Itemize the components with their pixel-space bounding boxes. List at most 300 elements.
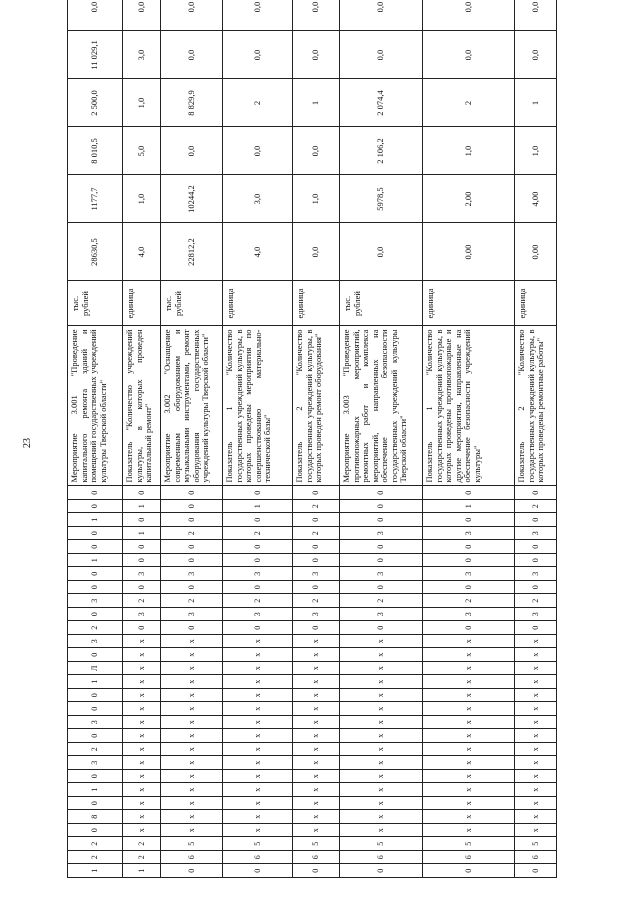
- code-cell: 0: [123, 486, 161, 500]
- code-cell: 2: [223, 594, 293, 608]
- code-cell: x: [340, 810, 423, 824]
- code-cell: 0: [161, 500, 223, 514]
- value-cell: 0,0: [293, 0, 340, 31]
- code-cell: 0: [340, 513, 423, 527]
- value-cell: 0,0: [293, 127, 340, 175]
- code-cell: 3: [223, 608, 293, 622]
- code-cell: x: [293, 675, 340, 689]
- code-cell: 5: [161, 837, 223, 851]
- code-cell: x: [123, 689, 161, 703]
- code-cell: 0: [161, 621, 223, 635]
- value-cell: 8 010,5: [68, 127, 123, 175]
- code-cell: 2: [161, 527, 223, 541]
- rotated-table-wrapper: [67, 1, 607, 878]
- code-cell: x: [293, 783, 340, 797]
- code-cell: 0: [423, 554, 515, 568]
- value-cell: 2,00: [423, 175, 515, 223]
- code-cell: 1: [423, 500, 515, 514]
- code-cell: 6: [340, 851, 423, 865]
- code-cell: 0: [161, 540, 223, 554]
- code-cell: 0: [223, 513, 293, 527]
- code-cell: x: [161, 810, 223, 824]
- code-cell: x: [423, 810, 515, 824]
- code-cell: 1: [68, 864, 123, 878]
- code-cell: x: [161, 716, 223, 730]
- value-cell: 0,0: [340, 0, 423, 31]
- item-name-cell: Показатель 1 "Количество государственных учреждений культуры, в которых проведены мероприятия по совершенствованию материально-технической базы": [223, 326, 293, 486]
- value-cell: 0,00: [423, 223, 515, 281]
- value-cell: 1,0: [515, 127, 557, 175]
- value-cell: 1177,7: [68, 175, 123, 223]
- value-cell: 0,0: [223, 127, 293, 175]
- code-cell: 0: [68, 581, 123, 595]
- code-cell: 1: [68, 554, 123, 568]
- code-cell: 0: [340, 500, 423, 514]
- value-cell: 1,0: [423, 127, 515, 175]
- value-cell: 0,0: [293, 31, 340, 79]
- value-cell: 2 500,0: [68, 79, 123, 127]
- code-cell: 0: [68, 770, 123, 784]
- code-cell: x: [123, 770, 161, 784]
- code-cell: 0: [223, 621, 293, 635]
- value-cell: 0,0: [161, 127, 223, 175]
- unit-cell: единица: [223, 281, 293, 326]
- code-cell: x: [161, 797, 223, 811]
- code-cell: x: [423, 702, 515, 716]
- code-cell: x: [293, 702, 340, 716]
- code-cell: x: [515, 648, 557, 662]
- table-row: [423, 0, 515, 878]
- code-cell: x: [223, 770, 293, 784]
- code-cell: 0: [161, 581, 223, 595]
- code-cell: x: [161, 770, 223, 784]
- code-cell: x: [423, 729, 515, 743]
- code-cell: x: [340, 662, 423, 676]
- table-row: [161, 0, 223, 878]
- code-cell: x: [123, 783, 161, 797]
- code-cell: 0: [68, 486, 123, 500]
- code-cell: 8: [68, 810, 123, 824]
- code-cell: x: [423, 770, 515, 784]
- unit-cell: единица: [423, 281, 515, 326]
- code-cell: x: [123, 662, 161, 676]
- code-cell: 0: [123, 540, 161, 554]
- value-cell: 0,0: [123, 0, 161, 31]
- code-cell: x: [223, 756, 293, 770]
- table-row: [223, 0, 293, 878]
- code-cell: x: [340, 824, 423, 838]
- table-row: [123, 0, 161, 878]
- code-cell: x: [161, 702, 223, 716]
- code-cell: 6: [423, 851, 515, 865]
- code-cell: 3: [68, 594, 123, 608]
- code-cell: x: [123, 648, 161, 662]
- code-cell: 0: [161, 864, 223, 878]
- code-cell: 0: [340, 540, 423, 554]
- value-cell: 0,0: [515, 0, 557, 31]
- code-cell: 3: [68, 635, 123, 649]
- value-cell: 2 074,4: [340, 79, 423, 127]
- code-cell: x: [515, 756, 557, 770]
- code-cell: x: [161, 756, 223, 770]
- code-cell: x: [423, 756, 515, 770]
- code-cell: 2: [68, 851, 123, 865]
- code-cell: 0: [293, 486, 340, 500]
- code-cell: 2: [515, 500, 557, 514]
- code-cell: x: [123, 702, 161, 716]
- code-cell: 0: [68, 527, 123, 541]
- code-cell: x: [223, 675, 293, 689]
- code-cell: x: [515, 729, 557, 743]
- code-cell: x: [161, 689, 223, 703]
- code-cell: x: [161, 635, 223, 649]
- code-cell: x: [223, 716, 293, 730]
- code-cell: x: [340, 635, 423, 649]
- code-cell: 2: [123, 594, 161, 608]
- code-cell: x: [223, 810, 293, 824]
- value-cell: 28630,5: [68, 223, 123, 281]
- unit-cell: тыс. рублей: [161, 281, 223, 326]
- code-cell: 0: [223, 540, 293, 554]
- code-cell: x: [223, 689, 293, 703]
- code-cell: 3: [515, 567, 557, 581]
- code-cell: x: [515, 716, 557, 730]
- value-cell: 5978,5: [340, 175, 423, 223]
- code-cell: x: [340, 716, 423, 730]
- code-cell: x: [293, 810, 340, 824]
- code-cell: 0: [423, 581, 515, 595]
- code-cell: x: [515, 702, 557, 716]
- code-cell: 1: [68, 783, 123, 797]
- code-cell: 6: [223, 851, 293, 865]
- code-cell: x: [293, 770, 340, 784]
- code-cell: Л: [68, 662, 123, 676]
- code-cell: 0: [123, 581, 161, 595]
- code-cell: 0: [293, 540, 340, 554]
- item-name-cell: Показатель 2 "Количество государственных учреждений культуры, в которых проведены ремонтные работы": [515, 326, 557, 486]
- value-cell: 0,0: [340, 223, 423, 281]
- code-cell: x: [293, 635, 340, 649]
- code-cell: 3: [123, 608, 161, 622]
- code-cell: 3: [423, 567, 515, 581]
- code-cell: x: [423, 635, 515, 649]
- code-cell: x: [423, 675, 515, 689]
- code-cell: 0: [68, 729, 123, 743]
- code-cell: 0: [161, 554, 223, 568]
- code-cell: 0: [68, 797, 123, 811]
- value-cell: 8 829,9: [161, 79, 223, 127]
- code-cell: x: [515, 770, 557, 784]
- code-cell: 3: [293, 567, 340, 581]
- code-cell: x: [340, 797, 423, 811]
- code-cell: 0: [223, 864, 293, 878]
- code-cell: 0: [293, 554, 340, 568]
- code-cell: x: [515, 635, 557, 649]
- code-cell: 0: [515, 864, 557, 878]
- value-cell: 3,0: [223, 175, 293, 223]
- code-cell: 3: [293, 608, 340, 622]
- value-cell: 4,0: [223, 223, 293, 281]
- code-cell: x: [161, 648, 223, 662]
- code-cell: 6: [515, 851, 557, 865]
- code-cell: x: [293, 716, 340, 730]
- unit-cell: единица: [515, 281, 557, 326]
- code-cell: 6: [161, 851, 223, 865]
- code-cell: 3: [340, 567, 423, 581]
- value-cell: 0,0: [68, 0, 123, 31]
- code-cell: 3: [423, 608, 515, 622]
- code-cell: 0: [340, 581, 423, 595]
- code-cell: 5: [223, 837, 293, 851]
- code-cell: 0: [293, 581, 340, 595]
- value-cell: 1: [293, 79, 340, 127]
- code-cell: x: [161, 783, 223, 797]
- code-cell: 0: [423, 513, 515, 527]
- code-cell: 1: [123, 500, 161, 514]
- code-cell: 0: [293, 513, 340, 527]
- code-cell: 2: [161, 594, 223, 608]
- code-cell: x: [223, 729, 293, 743]
- code-cell: x: [340, 783, 423, 797]
- unit-cell: единица: [123, 281, 161, 326]
- code-cell: x: [161, 662, 223, 676]
- code-cell: 1: [68, 675, 123, 689]
- code-cell: x: [293, 756, 340, 770]
- code-cell: 2: [68, 743, 123, 757]
- value-cell: 0,0: [223, 0, 293, 31]
- code-cell: 3: [515, 527, 557, 541]
- code-cell: x: [515, 689, 557, 703]
- code-cell: 0: [340, 486, 423, 500]
- code-cell: 0: [423, 540, 515, 554]
- code-cell: x: [161, 743, 223, 757]
- code-cell: 2: [223, 527, 293, 541]
- value-cell: 0,0: [161, 0, 223, 31]
- code-cell: x: [123, 675, 161, 689]
- code-cell: 0: [223, 486, 293, 500]
- code-cell: x: [515, 675, 557, 689]
- code-cell: 2: [293, 527, 340, 541]
- code-cell: 1: [123, 527, 161, 541]
- code-cell: x: [123, 729, 161, 743]
- code-cell: 0: [68, 648, 123, 662]
- code-cell: x: [123, 810, 161, 824]
- value-cell: 0,0: [515, 31, 557, 79]
- code-cell: 5: [515, 837, 557, 851]
- code-cell: 2: [293, 594, 340, 608]
- code-cell: x: [515, 743, 557, 757]
- code-cell: x: [340, 756, 423, 770]
- code-cell: x: [223, 635, 293, 649]
- code-cell: x: [123, 756, 161, 770]
- code-cell: 0: [293, 864, 340, 878]
- table-row: [340, 0, 423, 878]
- value-cell: 2 106,2: [340, 127, 423, 175]
- code-cell: x: [161, 729, 223, 743]
- code-cell: 0: [515, 581, 557, 595]
- code-cell: 2: [423, 594, 515, 608]
- code-cell: 0: [68, 689, 123, 703]
- value-cell: 0,0: [423, 31, 515, 79]
- code-cell: 0: [293, 621, 340, 635]
- code-cell: 0: [68, 500, 123, 514]
- code-cell: x: [123, 824, 161, 838]
- code-cell: 3: [423, 527, 515, 541]
- item-name-cell: Мероприятие 3.002 "Оснащение современным оборудованием и музыкальными инструментами, ремонт оборудования государственных учреждений культуры Тверской области": [161, 326, 223, 486]
- code-cell: 3: [515, 608, 557, 622]
- value-cell: 2: [423, 79, 515, 127]
- code-cell: 0: [515, 513, 557, 527]
- code-cell: x: [223, 662, 293, 676]
- value-cell: 4,0: [123, 223, 161, 281]
- code-cell: 3: [340, 527, 423, 541]
- code-cell: 0: [515, 486, 557, 500]
- code-cell: x: [223, 783, 293, 797]
- value-cell: 1,0: [123, 175, 161, 223]
- code-cell: 0: [68, 608, 123, 622]
- code-cell: x: [293, 797, 340, 811]
- page-number: 23: [22, 438, 33, 448]
- code-cell: 0: [123, 621, 161, 635]
- code-cell: x: [423, 716, 515, 730]
- code-cell: 0: [340, 554, 423, 568]
- code-cell: x: [515, 810, 557, 824]
- table-row: [68, 0, 123, 878]
- value-cell: 4,00: [515, 175, 557, 223]
- code-cell: x: [223, 702, 293, 716]
- code-cell: 5: [293, 837, 340, 851]
- code-cell: 0: [68, 824, 123, 838]
- code-cell: x: [223, 648, 293, 662]
- unit-cell: единица: [293, 281, 340, 326]
- code-cell: x: [161, 675, 223, 689]
- code-cell: 2: [340, 594, 423, 608]
- code-cell: x: [515, 797, 557, 811]
- code-cell: 3: [161, 567, 223, 581]
- program-table: [67, 0, 557, 878]
- code-cell: 0: [68, 702, 123, 716]
- item-name-cell: Показатель 2 "Количество государственных учреждений культуры, в которых проведен ремонт оборудования": [293, 326, 340, 486]
- code-cell: 0: [340, 864, 423, 878]
- item-name-cell: Показатель 1 "Количество государственных учреждений культуры, в которых проведены противопожарные и другие мероприятия, направленные на обеспечение безопасности учреждений культуры": [423, 326, 515, 486]
- code-cell: 0: [423, 864, 515, 878]
- value-cell: 2: [223, 79, 293, 127]
- code-cell: x: [423, 662, 515, 676]
- value-cell: 22812,2: [161, 223, 223, 281]
- value-cell: 3,0: [123, 31, 161, 79]
- code-cell: 3: [68, 716, 123, 730]
- code-cell: 2: [68, 621, 123, 635]
- value-cell: 1,0: [123, 79, 161, 127]
- code-cell: 3: [223, 567, 293, 581]
- item-name-cell: Мероприятие 3.001 "Проведение капитального ремонта зданий и помещений государственных учреждений культуры Тверской области": [68, 326, 123, 486]
- code-cell: 1: [68, 513, 123, 527]
- code-cell: 5: [423, 837, 515, 851]
- value-cell: 0,0: [423, 0, 515, 31]
- code-cell: x: [293, 729, 340, 743]
- code-cell: x: [293, 648, 340, 662]
- item-name-cell: Мероприятие 3.003 "Проведение противопожарных мероприятий, ремонтных работ и комплекса мероприятий, направленных на обеспечение безопасности государственных учреждений культуры Тверской области": [340, 326, 423, 486]
- code-cell: x: [423, 743, 515, 757]
- value-cell: 0,0: [223, 31, 293, 79]
- table-row: [293, 0, 340, 878]
- code-cell: 0: [123, 513, 161, 527]
- code-cell: 0: [223, 554, 293, 568]
- value-cell: 1,0: [293, 175, 340, 223]
- table-row: [515, 0, 557, 878]
- code-cell: 2: [293, 500, 340, 514]
- value-cell: 0,0: [340, 31, 423, 79]
- code-cell: 1: [123, 864, 161, 878]
- code-cell: x: [423, 783, 515, 797]
- code-cell: x: [293, 824, 340, 838]
- code-cell: 3: [340, 608, 423, 622]
- code-cell: 0: [423, 621, 515, 635]
- code-cell: x: [515, 824, 557, 838]
- code-cell: x: [423, 648, 515, 662]
- code-cell: 3: [161, 608, 223, 622]
- unit-cell: тыс. рублей: [340, 281, 423, 326]
- value-cell: 10244,2: [161, 175, 223, 223]
- code-cell: x: [423, 689, 515, 703]
- code-cell: x: [123, 635, 161, 649]
- code-cell: x: [340, 675, 423, 689]
- code-cell: x: [340, 770, 423, 784]
- value-cell: 11 029,1: [68, 31, 123, 79]
- code-cell: 2: [123, 851, 161, 865]
- code-cell: 0: [68, 540, 123, 554]
- code-cell: 6: [293, 851, 340, 865]
- code-cell: 2: [515, 594, 557, 608]
- code-cell: x: [223, 743, 293, 757]
- code-cell: 0: [161, 513, 223, 527]
- code-cell: x: [293, 743, 340, 757]
- code-cell: 2: [123, 837, 161, 851]
- code-cell: x: [340, 648, 423, 662]
- unit-cell: тыс. рублей: [68, 281, 123, 326]
- code-cell: x: [123, 797, 161, 811]
- value-cell: 0,00: [515, 223, 557, 281]
- code-cell: x: [423, 824, 515, 838]
- code-cell: 0: [423, 486, 515, 500]
- code-cell: 0: [223, 581, 293, 595]
- code-cell: x: [515, 783, 557, 797]
- code-cell: x: [123, 716, 161, 730]
- code-cell: x: [515, 662, 557, 676]
- code-cell: 0: [515, 621, 557, 635]
- code-cell: x: [223, 797, 293, 811]
- code-cell: 5: [340, 837, 423, 851]
- code-cell: x: [340, 702, 423, 716]
- code-cell: 1: [223, 500, 293, 514]
- code-cell: x: [340, 689, 423, 703]
- code-cell: x: [293, 689, 340, 703]
- code-cell: x: [340, 729, 423, 743]
- value-cell: 0,0: [161, 31, 223, 79]
- code-cell: x: [423, 797, 515, 811]
- code-cell: 3: [123, 567, 161, 581]
- code-cell: x: [161, 824, 223, 838]
- code-cell: 0: [515, 540, 557, 554]
- code-cell: 0: [161, 486, 223, 500]
- code-cell: 0: [515, 554, 557, 568]
- value-cell: 5,0: [123, 127, 161, 175]
- code-cell: x: [293, 662, 340, 676]
- code-cell: 0: [68, 567, 123, 581]
- item-name-cell: Показатель "Количество учреждений культуры, в которых проведен капитальный ремонт": [123, 326, 161, 486]
- code-cell: 3: [68, 756, 123, 770]
- code-cell: x: [340, 743, 423, 757]
